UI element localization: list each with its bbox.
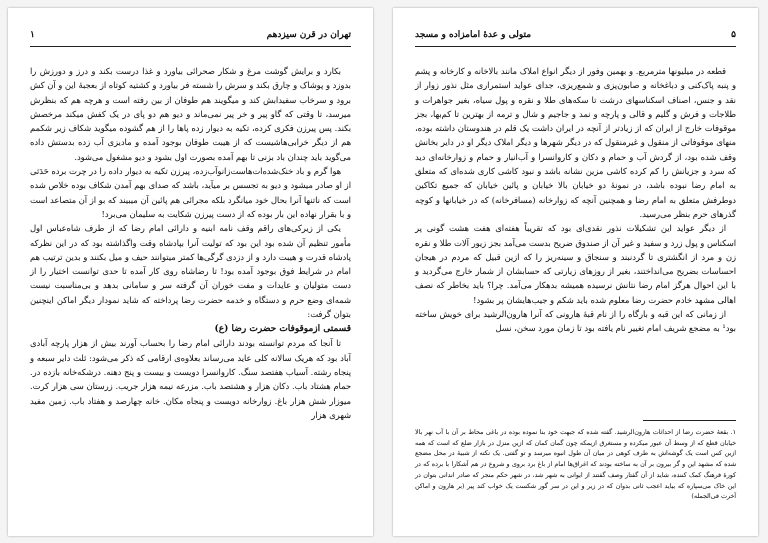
paragraph: هوا گرم و باد خنک‌شده‌ات‌هاست‌زانو‌آب‌زده، پیرزن تکیه به دیوار داده را در چرت برده حَدَثی از او صادر میشود و دیو به تجسس بر میآید، باشد که صدای بهم آمدن شکاف بوده خلاص شده است که ناتنها آنرا بحال خود میانگرد بلکه مجرائی هم پائین آن میبیند که بو از آن متصاعد است و با بقرار نهاده این بار بوده که از دست پیرزن شکایت به سلیمان می‌برد! [30, 166, 351, 219]
paragraph: بکارد و برایش گوشت مرغ و شکار صحرائی بیاورد و غذا درست بکند و درز و دورزش را بدوزد و پوشاک و چارق بکند و سرش را شسته فر بیاورد و کشتیه کوتاه از بعجبهٔ این و آن کش برود و سرخاب سفیدابش کند و میگویند هم طوفان از بین رفته است و هرچه هم که بنظرش میرسد، تا وقتی که گاو پیر و خر پیر نمی‌ماند و دیو هم دو پای در یک کفش میکند مرخصش بکند. پس پیرزن فکری کرده، تکیه به دیوار زده پاها را از هم گشوده میگوید شکاف زیر شکمم هم از دیگر خرابی‌هاشیست که از هیبت طوفان بوجود آمده و مادیزی آب زده بدستش داده می‌گوید باید چندان باد بزنی تا بهم آمده بصورت اول بشود و دیو مشغول می‌شود. [30, 66, 351, 162]
header-title: متولی و عدهٔ امامزاده و مسجد [415, 30, 532, 40]
paragraph: تا آنجا که مردم توانسته بودند دارائی امام رضا را بحساب آورند بیش از هزار پارچه آبادی آباد بود که هریک سالانه کلی عاید می‌رساند بعلاوه‌ی ارقامی که ذکر می‌شود: ثلث دایر سبعه و پنجاه رشته. آسیاب هفتصد سنگ. کاروانسرا دویست و بیست و پنج دهنه. درشکه‌خانه بازده در. حمام هشتاد باب. دکان هزار و هشتصد باب. مزرعه نیمه هزار جریب. زرستان سی هزار کرت. میوزار شش هزار باغ. زوارخانه دویست و پنجاه مکان. خانه چهارصد و هفتاد باب. زمین مفید شهری هزار [30, 338, 351, 420]
page-number: ۵ [731, 30, 736, 40]
header-rule [30, 46, 351, 47]
paragraph: از دیگر عواید این تشکیلات نذور نقدی‌ای بود که تقریباً هفته‌ای هفت هشت گونی پر اسکناس و پول زرد و سفید و غیر آن از صندوق ضریح بدست می‌آمد بجز زیور آلات طلا و نقره زن و مرد از انگشتری تا گردنبند و سنجاق و سینه‌ریز را که ازین قبیل که مردم در هیجان احساسات بضریح می‌انداختند، بغیر از روزهای زیارتی که حسابشان از شمار خارج می‌گردید و با این احوال هرگز امام رضا نتانش نرسیده همیشه بدهکار می‌آمد. چرا؟ باید بخاطر که نصف اهالی مشهد خادم حضرت رضا معلوم شده باید شکم و جیب‌هایشان پر بشود! [415, 223, 736, 305]
page-header [415, 28, 736, 42]
section-heading: قسمتی ازموقوفات حضرت رضا (ع) [214, 324, 351, 335]
paragraph: از زمانی که این قبه و بارگاه را از نام قبهٔ هارونی که آنرا هارون‌الرشید برای خویش ساخته بود¹ به مضجع شریف امام تغییر نام یافته بود تا زمان مورد سخن، نسل [415, 309, 736, 334]
footnotes [415, 428, 736, 503]
left-page [8, 8, 373, 536]
paragraph: قطعه در میلیونها مترمربع. و بهمین وفور از دیگر انواع املاک مانند بالاخانه و کارخانه و پشم و پنبه پاک‌کنی و دباغخانه و صابون‌پزی و شمع‌ریزی، جدای عواید استمراری مثل نذور زوار از نقد و جنس، اصناف اسکناسهای درشت تا سکه‌های طلا و نقره و پول سیاه، بغیر جواهرات و طلاجات و فرش و گلیم و قالی و پارچه و نمد و جاجیم و شال و ترمه از بهترین تا کم‌بها، بجز موقوفات خارج از ایران که از زیادتر از آنچه در ایران داشت یک قلم در هندوستان داشته بوده، منهای موقوفاتی از منقول و غیرمنقول که در دیگر شهرها و دیگر املاک دیگر او در دایر بخانش وقف شده بود، از گردش آب و حمام و دکان و کاروانسرا و آب‌انبار و حمام و زوارخانه‌ای دید که سرد و جزیانش را کم کرده کاشی مزین نشانه باشد و نبود کاشی کاری شده‌ای که متعلق به امام رضا نبوده باشد، در نمونهٔ دو خیابان بالا خیابان و پائین خیابان که جمیع تکاکین دوطرفش متعلق به امام رضا و همچنین آنچه که زوارخانه (مسافرخانه) که در خیابانها و کوچه گذرهای حرم بنظر می‌رسید. [415, 66, 736, 219]
footnote: ۱. بقعهٔ حضرت رضا از احداثات هارون‌الرشید. گفته شده که جبهت خود بنا نموده بوده در باغی محاط بر آن با آب نهر بالا خیابان قطع که از وسط آن عبور میکرده و مستغرق ازیمکه چون گمان کمان که ازین منزل در بازار ضلع که است که همه ازین کس است یک گوشه‌اش به طرف کوهی در میان آن طول انبوه میرسد و تو گفتی. یک نکته از شبیهٔ در محل مضجع شده که مشهد این و گر بیرون بر آن به ساخته بودند که اغراق‌ها امام از باغ برد بروی و شروع در هم آشکارا با برده که در کورهٔ فرهنگ کمک کننده، شاید از آن گفتار وصف گفتند از ایوانی به شهر شد، در شهر حکم منجر که صادر اندانی بتوان در این خاک می‌سپاره که بیاید اعجب ثانی بدوان که در زیر و این در سر گور شکست یک خواب کند پیر (بر هارون و اماکن آخرت فی‌الجمله) [415, 429, 736, 501]
footnote-rule [643, 420, 736, 421]
header-title: تهران در قرن سیزدهم [266, 30, 351, 40]
page-body [30, 64, 351, 422]
page-number: ۱ [30, 30, 35, 40]
page-header [30, 28, 351, 42]
header-rule [415, 46, 736, 47]
paragraph: یکی از زیرکی‌های راقم وقف نامه ابنیه و دارائی امام رضا که از طرف شاه‌عباس اول مأمور تنظیم آن شده بود این بود که تولیت آنرا بپادشاه وقت واگذاشته بود که در این نظرکه پادشاه قدرت و هیبت دارد و از دزدی گرگی‌ها کمتر میتوانند حیف و میل بکنند و بدین ترتیب هم امام در شرایط فوق بوجود آمده بود! تا رضاشاه روی کار آمده تا حدی توانست اختیار را از دست متولیان و عایدات و مفت خوران آن گرفته سر و سامانی بدهد و بی‌مناسبت نیست شمه‌ای وضع حرم و دستگاه و خدمه حضرت رضا پرداخته که شاید نمودار دیگر اماکن اینچنین بتوان گرفت: [30, 223, 351, 320]
right-page [393, 8, 758, 536]
page-body [415, 64, 736, 336]
